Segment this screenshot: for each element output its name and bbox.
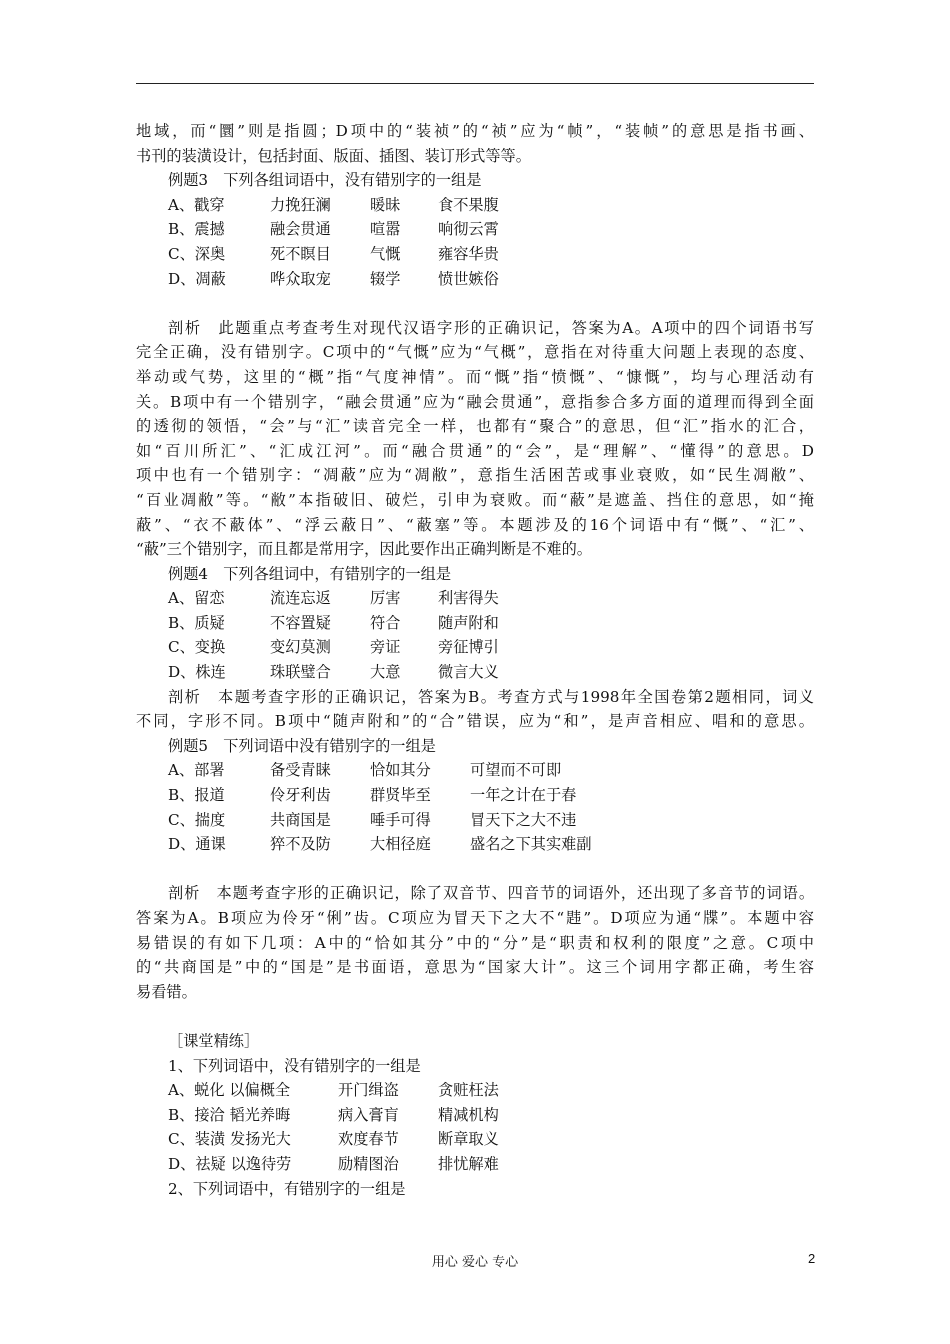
option-word: 排忧解难 [438,1154,499,1173]
text-line: “百业凋敝”等。“敝”本指破旧、破烂，引申为衰败。而“蔽”是遮盖、挡住的意思，如“掩 [136,490,814,509]
text-line: 剖析 此题重点考查考生对现代汉语字形的正确识记，答案为A。A项中的四个词语书写 [168,318,814,337]
option-word: 可望而不可即 [470,761,562,780]
text-line: 的“共商国是”中的“国是”是书面语，意思为“国家大计”。这三个词用字都正确，考生容 [136,958,814,977]
option-word: B、接洽 韬光养晦 [168,1105,291,1124]
practice-question-1: 1、下列词语中，没有错别字的一组是 [168,1056,421,1075]
example-4-title: 例题4 下列各组词中，有错别字的一组是 [168,564,452,583]
option-row [136,832,814,857]
option-word: 愤世嫉俗 [438,269,499,288]
example-5-options [136,758,814,856]
option-word: 辍学 [370,269,401,288]
option-label: A、部署 [168,761,225,780]
option-word: 一年之计在于春 [470,786,577,805]
option-label: C、深奥 [168,244,226,263]
option-word: 哗众取宠 [270,269,331,288]
option-word: 响彻云霄 [438,220,499,239]
option-word: 流连忘返 [270,589,331,608]
text-line: 蔽”、“衣不蔽体”、“浮云蔽日”、“蔽塞”等。本题涉及的16个词语中有“慨”、“汇”、 [136,515,814,534]
option-row [136,242,814,267]
option-word: 不容置疑 [270,613,331,632]
option-row [136,635,814,660]
option-word: 备受青睐 [270,761,331,780]
analysis-3 [136,316,814,562]
option-label: A、戳穿 [168,195,225,214]
practice-question-2: 2、下列词语中，有错别字的一组是 [168,1179,406,1198]
option-label: D、株连 [168,663,226,682]
option-word: D、祛疑 以逸待劳 [168,1154,292,1173]
option-label: A、留恋 [168,589,225,608]
option-word: 旁证 [370,638,401,657]
example-4-options [136,586,814,684]
option-word: 贪赃枉法 [438,1081,499,1100]
option-word: A、蜕化 以偏概全 [168,1081,291,1100]
option-word: 开门缉盗 [338,1081,399,1100]
option-row [136,611,814,636]
option-row [136,586,814,611]
option-word: 精减机构 [438,1105,499,1124]
option-label: D、通课 [168,835,226,854]
option-word: 气慨 [370,244,401,263]
option-label: C、揣度 [168,810,226,829]
text-line: 易看错。 [136,982,197,1001]
option-word: 食不果腹 [438,195,499,214]
option-word: 冒天下之大不违 [470,810,577,829]
option-word: 唾手可得 [370,810,431,829]
option-label: B、报道 [168,786,225,805]
option-word: 旁征博引 [438,638,499,657]
analysis-5 [136,881,814,1004]
option-word: 变幻莫测 [270,638,331,657]
analysis-4 [136,685,814,734]
example-5-title: 例题5 下列词语中没有错别字的一组是 [168,736,436,755]
option-word: 猝不及防 [270,835,331,854]
option-row [136,758,814,783]
option-word: 微言大义 [438,663,499,682]
header-rule [136,83,814,84]
option-word: 伶牙利齿 [270,786,331,805]
option-word: 喧嚣 [370,220,401,239]
option-word: 群贤毕至 [370,786,431,805]
text-line: 剖析 本题考查字形的正确识记，答案为B。考查方式与1998年全国卷第2题相同，词义 [168,687,814,706]
page-number: 2 [808,1251,816,1266]
option-row [136,267,814,292]
footer-text: 用心 爱心 专心 [431,1255,519,1270]
page-body [136,119,814,1201]
option-label: B、质疑 [168,613,225,632]
option-label: C、变换 [168,638,226,657]
text-line: 完全正确，没有错别字。C项中的“气慨”应为“气概”，意指在对待重大问题上表现的态度、 [136,343,814,362]
text-line: 答案为A。B项应为伶牙“俐”齿。C项应为冒天下之大不“韪”。D项应为通“牒”。本题中容 [136,909,814,927]
example-3-options [136,193,814,291]
option-row [136,1152,814,1177]
option-row [136,808,814,833]
option-word: 断章取义 [438,1130,499,1149]
option-word: 病入膏肓 [338,1105,399,1124]
practice-heading: ［课堂精练］ [168,1031,260,1050]
text-line: 书刊的装潢设计，包括封面、版面、插图、装订形式等等。 [136,146,531,165]
example-3-title: 例题3 下列各组词语中，没有错别字的一组是 [168,171,482,190]
option-word: 随声附和 [438,613,499,632]
text-line: “蔽”三个错别字，而且都是常用字，因此要作出正确判断是不难的。 [136,540,592,559]
option-row [136,1127,814,1152]
option-word: 欢度春节 [338,1130,399,1149]
option-word: 厉害 [370,589,401,608]
text-line: 剖析 本题考查字形的正确识记，除了双音节、四音节的词语外，还出现了多音节的词语。 [168,884,814,903]
text-line: 易错误的有如下几项：A中的“恰如其分”中的“分”是“职责和权利的限度”之意。C项中 [136,933,814,952]
option-row [136,1078,814,1103]
text-line: 关。B项中有一个错别字，“融会贯通”应为“融会贯通”，意指参合多方面的道理而得到全面 [136,392,814,411]
option-word: 励精图治 [338,1154,399,1173]
option-word: 共商国是 [270,810,331,829]
option-word: 大相径庭 [370,835,431,854]
text-line: 项中也有一个错别字：“凋蔽”应为“凋敝”，意指生活困苦或事业衰败，如“民生凋敝”、 [136,466,814,485]
practice-section [136,1029,814,1201]
option-word: 大意 [370,663,401,682]
option-word: 珠联璧合 [270,663,331,682]
text-line: 如“百川所汇”、“汇成江河”。而“融合贯通”的“会”，是“理解”、“懂得”的意思。D [136,441,814,460]
option-word: 盛名之下其实难副 [470,835,592,854]
option-word: 融会贯通 [270,220,331,239]
option-word: 恰如其分 [370,761,431,780]
text-line: 的透彻的领悟，“会”与“汇”读音完全一样，也都有“聚合”的意思，但“汇”指水的汇合， [136,417,814,436]
option-row [136,217,814,242]
option-word: 利害得失 [438,589,499,608]
option-label: D、凋蔽 [168,269,226,288]
option-word: 力挽狂澜 [270,195,331,214]
option-label: B、震撼 [168,220,225,239]
option-word: 雍容华贵 [438,244,499,263]
option-row [136,783,814,808]
option-word: 死不瞑目 [270,244,331,263]
text-line: 不同，字形不同。B项中“随声附和”的“合”错误，应为“和”，是声音相应、唱和的意思。 [136,712,814,731]
option-row [136,1103,814,1128]
option-word: 暖昧 [370,195,401,214]
option-row [136,660,814,685]
option-row [136,193,814,218]
option-word: 符合 [370,613,401,632]
option-word: C、装潢 发扬光大 [168,1130,291,1149]
text-line: 地域，而“圜”则是指圆；D项中的“装祯”的“祯”应为“帧”，“装帧”的意思是指书画、 [136,122,814,140]
text-line: 举动或气势，这里的“概”指“气度神情”。而“慨”指“愤慨”、“慷慨”，均与心理活动有 [136,367,814,386]
